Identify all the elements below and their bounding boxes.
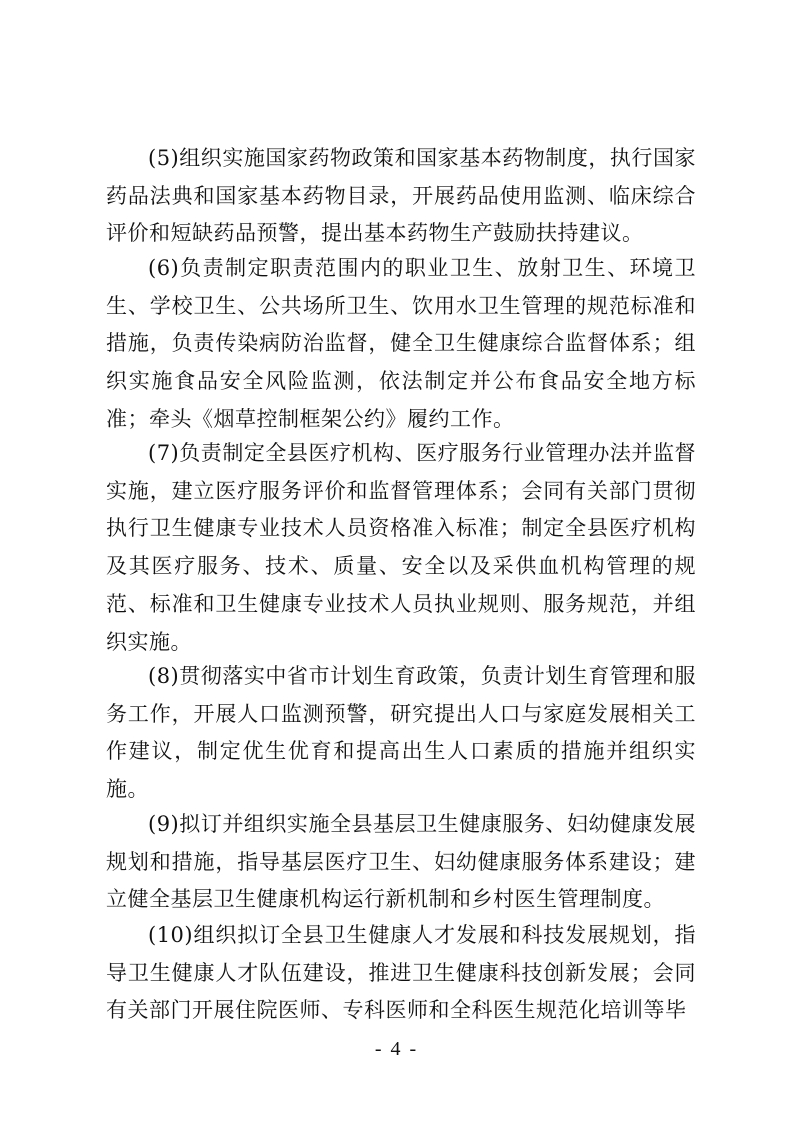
paragraph-item-9: (9)拟订并组织实施全县基层卫生健康服务、妇幼健康发展规划和措施，指导基层医疗卫生、妇幼健康服务体系建设；建立健全基层卫生健康机构运行新机制和乡村医生管理制度。 bbox=[106, 812, 696, 912]
paragraph-item-5: (5)组织实施国家药物政策和国家基本药物制度，执行国家药品法典和国家基本药物目录，开展药品使用监测、临床综合评价和短缺药品预警，提出基本药物生产鼓励扶持建议。 bbox=[106, 146, 696, 246]
paragraph-item-6: (6)负责制定职责范围内的职业卫生、放射卫生、环境卫生、学校卫生、公共场所卫生、饮用水卫生管理的规范标准和措施，负责传染病防治监督，健全卫生健康综合监督体系；组织实施食品安全风险监测，依法制定并公布食品安全地方标准；牵头《烟草控制框架公约》履约工作。 bbox=[106, 256, 696, 431]
paragraph-item-8: (8)贯彻落实中省市计划生育政策，负责计划生育管理和服务工作，开展人口监测预警，研究提出人口与家庭发展相关工作建议，制定优生优育和提高出生人口素质的措施并组织实施。 bbox=[106, 664, 696, 802]
paragraph-item-7: (7)负责制定全县医疗机构、医疗服务行业管理办法并监督实施，建立医疗服务评价和监督管理体系；会同有关部门贯彻执行卫生健康专业技术人员资格准入标准；制定全县医疗机构及其医疗服务、技术、质量、安全以及采供血机构管理的规范、标准和卫生健康专业技术人员执业规则、服务规范，并组织实施。 bbox=[106, 441, 696, 654]
paragraph-item-10: (10)组织拟订全县卫生健康人才发展和科技发展规划，指导卫生健康人才队伍建设，推进卫生健康科技创新发展；会同有关部门开展住院医师、专科医师和全科医生规范化培训等毕 bbox=[106, 923, 696, 1023]
page-number: - 4 - bbox=[374, 1038, 419, 1060]
